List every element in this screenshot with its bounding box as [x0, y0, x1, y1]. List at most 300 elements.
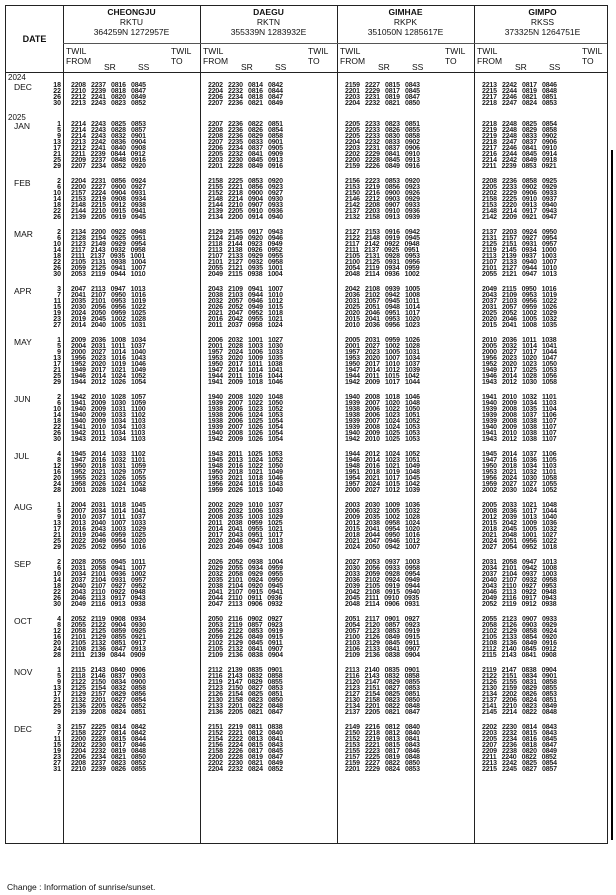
- day-number: 7: [57, 292, 61, 299]
- time-row: 2039 2105 0919 0944: [345, 583, 420, 590]
- time-row: 1947 2016 1032 1101: [71, 457, 146, 464]
- time-row: 2014 2040 1005 1031: [71, 322, 146, 329]
- time-row: 2008 2036 1017 1044: [482, 508, 557, 515]
- time-row: 2208 2236 0829 0858: [208, 133, 283, 140]
- time-row: 1942 2010 1028 1057: [71, 394, 146, 401]
- time-row: 2210 2239 0826 0855: [71, 766, 146, 773]
- time-row: 1943 2011 1025 1053: [208, 451, 283, 458]
- time-row: 2118 2146 0837 0903: [71, 673, 146, 680]
- time-row: 2134 2200 0922 0948: [71, 229, 146, 236]
- time-row: 2126 2154 0825 0851: [208, 691, 283, 698]
- time-row: 2015 2042 1009 1036: [482, 520, 557, 527]
- time-row: 2101 2127 0932 0958: [208, 259, 283, 266]
- time-row: 2134 2201 0822 0848: [345, 703, 420, 710]
- to-word: TO: [445, 56, 457, 66]
- time-row: 2005 2032 1014 1041: [482, 343, 557, 350]
- day-number: 1: [57, 121, 61, 128]
- time-row: 2122 2150 0834 0900: [71, 679, 146, 686]
- time-row: 2153 2220 0913 0940: [482, 202, 557, 209]
- time-row: 1938 2006 1024 1053: [208, 412, 283, 419]
- time-row: 1959 2027 1027 1055: [482, 481, 557, 488]
- time-row: 2152 2219 0813 0841: [345, 736, 420, 743]
- station-times: [345, 452, 420, 494]
- time-row: 1957 2024 1015 1042: [345, 481, 420, 488]
- time-row: 2113 2140 0835 0901: [345, 667, 420, 674]
- station-times: [482, 503, 557, 551]
- time-row: 2201 2228 0849 0916: [208, 163, 283, 170]
- day-number: 30: [53, 601, 61, 608]
- time-row: 2045 2111 0910 0935: [345, 595, 420, 602]
- time-row: 2043 2110 0927 0953: [482, 583, 557, 590]
- station-times: [482, 338, 557, 386]
- time-row: 2101 2127 0944 1010: [482, 265, 557, 272]
- station-times: [208, 560, 283, 608]
- day-number: 19: [53, 748, 61, 755]
- time-row: 2208 2236 0858 0925: [482, 178, 557, 185]
- station-times: [71, 617, 146, 659]
- time-row: 2105 2131 0938 1004: [71, 259, 146, 266]
- time-row: 2105 2131 0928 0953: [345, 253, 420, 260]
- station-times: [71, 83, 146, 107]
- day-number: 10: [53, 406, 61, 413]
- time-row: 1947 2016 1036 1105: [482, 457, 557, 464]
- day-number: 1: [57, 667, 61, 674]
- time-row: 2009 2036 1008 1034: [71, 337, 146, 344]
- day-number: 14: [53, 412, 61, 419]
- time-row: 2048 2114 0906 0931: [345, 601, 420, 608]
- time-row: 2051 2117 0901 0927: [345, 616, 420, 623]
- station-times: [208, 503, 283, 551]
- time-row: 2034 2101 0942 1008: [482, 565, 557, 572]
- day-number: 15: [53, 304, 61, 311]
- time-row: 2157 2224 0904 0931: [71, 190, 146, 197]
- time-row: 2100 2126 0849 0915: [345, 634, 420, 641]
- time-row: 2127 2153 0916 0942: [345, 229, 420, 236]
- time-row: 1946 2014 1024 1052: [71, 373, 146, 380]
- time-row: 2205 2233 0902 0929: [482, 184, 557, 191]
- time-row: 2054 2119 0934 0959: [345, 265, 420, 272]
- day-number: 2: [57, 559, 61, 566]
- station-times: [345, 668, 420, 716]
- time-row: 1944 2012 1026 1054: [71, 379, 146, 386]
- time-row: 1944 2011 1015 1042: [345, 373, 420, 380]
- time-row: 2101 2129 0855 0921: [71, 634, 146, 641]
- time-row: 1956 2023 1020 1047: [482, 355, 557, 362]
- day-number: 26: [53, 265, 61, 272]
- day-number: 23: [53, 316, 61, 323]
- time-row: 2131 2157 0927 0954: [482, 235, 557, 242]
- time-row: 2205 2232 0841 0909: [208, 151, 283, 158]
- time-row: 2134 2202 0826 0853: [482, 691, 557, 698]
- time-row: 2212 2241 0840 0908: [71, 145, 146, 152]
- time-row: 2106 2133 0841 0907: [345, 646, 420, 653]
- time-row: 2125 2151 0931 0957: [482, 241, 557, 248]
- time-row: 2015 2041 1008 1035: [482, 322, 557, 329]
- station-times: [71, 668, 146, 716]
- station-times: [345, 338, 420, 386]
- time-row: 2102 2129 0845 0911: [208, 640, 283, 647]
- month-label: FEB: [14, 178, 31, 188]
- time-row: 2130 2158 0823 0850: [345, 697, 420, 704]
- time-row: 1951 2018 1019 1048: [345, 469, 420, 476]
- day-number: 14: [53, 196, 61, 203]
- day-number: 5: [57, 127, 61, 134]
- time-row: 1952 2020 1019 1046: [71, 361, 146, 368]
- day-number: 21: [53, 151, 61, 158]
- day-number: 6: [57, 184, 61, 191]
- station-subheaders: [200, 6, 337, 72]
- time-row: 2130 2158 0823 0850: [208, 697, 283, 704]
- time-row: 1939 2008 1024 1053: [345, 424, 420, 431]
- column-divider: [200, 6, 201, 843]
- time-row: 2024 2050 0959 1025: [71, 310, 146, 317]
- twil-to-label: [171, 46, 191, 66]
- time-row: 2212 2241 0820 0849: [71, 94, 146, 101]
- time-row: 2206 2234 0837 0905: [208, 145, 283, 152]
- day-numbers: [49, 560, 61, 608]
- time-row: 2137 2203 0910 0936: [345, 208, 420, 215]
- time-row: 2107 2133 0929 0955: [208, 253, 283, 260]
- time-row: 2044 2110 0911 0936: [208, 595, 283, 602]
- time-row: 2108 2136 0849 0916: [482, 640, 557, 647]
- time-row: 2202 2229 0841 0910: [345, 151, 420, 158]
- time-row: 2211 2239 0844 0912: [71, 151, 146, 158]
- time-row: 2053 2119 0944 1010: [71, 271, 146, 278]
- time-row: 2103 2129 0845 0911: [345, 640, 420, 647]
- time-row: 2213 2242 0825 0854: [482, 760, 557, 767]
- time-row: 2005 2031 0959 1026: [345, 337, 420, 344]
- time-row: 2029 2055 0934 0959: [208, 565, 283, 572]
- time-row: 2213 2243 0823 0852: [71, 100, 146, 107]
- day-number: 11: [53, 298, 61, 305]
- day-number: 6: [57, 400, 61, 407]
- station-icao: RKTU: [119, 17, 144, 27]
- day-number: 18: [53, 418, 61, 425]
- day-number: 9: [57, 514, 61, 521]
- station-icao: RKPK: [393, 17, 418, 27]
- station-times: [208, 725, 283, 773]
- time-row: 1958 2026 1024 1052: [71, 481, 146, 488]
- from-word: FROM: [477, 56, 503, 66]
- time-row: 2037 2104 0931 0957: [71, 577, 146, 584]
- time-row: 2156 2224 0815 0843: [208, 742, 283, 749]
- time-row: 2217 2246 0841 0910: [482, 145, 557, 152]
- time-row: 1939 2007 1026 1054: [208, 424, 283, 431]
- station-times: [345, 617, 420, 659]
- month-label: JUL: [14, 451, 30, 461]
- time-row: 2025 2052 0950 1016: [71, 544, 146, 551]
- time-row: 2207 2236 0822 0851: [208, 121, 283, 128]
- station-times: [71, 560, 146, 608]
- station-times: [208, 338, 283, 386]
- time-row: 1950 2017 1011 1038: [208, 361, 283, 368]
- time-row: 2105 2132 0841 0907: [208, 646, 283, 653]
- time-row: 1940 2009 1025 1053: [345, 430, 420, 437]
- time-row: 2026 2052 0938 1004: [208, 559, 283, 566]
- day-number: 23: [53, 754, 61, 761]
- time-row: 2031 2058 0947 1013: [482, 559, 557, 566]
- time-row: 1938 2006 1022 1050: [345, 406, 420, 413]
- time-row: 2059 2125 0941 1007: [71, 265, 146, 272]
- time-row: 1945 2014 1033 1102: [71, 451, 146, 458]
- time-row: 2102 2129 0858 0924: [482, 628, 557, 635]
- time-row: 1959 2026 1013 1040: [208, 487, 283, 494]
- time-row: 2202 2230 0817 0846: [71, 742, 146, 749]
- time-row: 2055 2122 0904 0930: [71, 622, 146, 629]
- time-row: 2214 2243 0832 0901: [71, 133, 146, 140]
- day-number: 2: [57, 394, 61, 401]
- station-times: [482, 560, 557, 608]
- day-number: 30: [53, 100, 61, 107]
- from-word: FROM: [203, 56, 229, 66]
- time-row: 1957 2023 1005 1031: [345, 349, 420, 356]
- time-row: 2024 2050 0942 1007: [345, 544, 420, 551]
- time-row: 1954 2021 1017 1045: [345, 475, 420, 482]
- time-row: 2115 2143 0841 0908: [482, 652, 557, 659]
- time-row: 2019 2046 0959 1025: [71, 532, 146, 539]
- time-row: 2126 2155 0831 0858: [482, 679, 557, 686]
- time-row: 2213 2242 0817 0846: [482, 82, 557, 89]
- twil-word: TWIL: [477, 46, 498, 56]
- time-row: 2042 2108 0939 1005: [345, 286, 420, 293]
- day-number: 13: [53, 520, 61, 527]
- time-row: 2043 2110 0922 0948: [71, 589, 146, 596]
- time-row: 1939 2007 1022 1050: [208, 400, 283, 407]
- time-row: 2111 2139 0844 0909: [71, 652, 146, 659]
- day-number: 26: [53, 430, 61, 437]
- to-word: TO: [582, 56, 594, 66]
- station-times: [71, 122, 146, 170]
- time-row: 2030 2056 0956 1022: [71, 304, 146, 311]
- day-number: 14: [53, 247, 61, 254]
- time-row: 2148 2214 0917 0943: [482, 208, 557, 215]
- time-row: 2129 2157 0829 0856: [71, 691, 146, 698]
- time-row: 2202 2230 0814 0842: [208, 82, 283, 89]
- time-row: 2100 2125 0931 0956: [345, 259, 420, 266]
- time-row: 2057 2123 0853 0919: [345, 628, 420, 635]
- day-number: 31: [53, 766, 61, 773]
- month-label: MAR: [14, 229, 33, 239]
- time-row: 2003 2030 1009 1036: [345, 502, 420, 509]
- time-row: 2120 2147 0829 0855: [345, 679, 420, 686]
- time-row: 1938 2006 1023 1051: [345, 412, 420, 419]
- day-numbers: [49, 230, 61, 278]
- station-times: [71, 179, 146, 221]
- day-number: 18: [53, 583, 61, 590]
- time-row: 2153 2219 0908 0934: [71, 196, 146, 203]
- day-number: 30: [53, 271, 61, 278]
- time-row: 2134 2200 0914 0940: [208, 214, 283, 221]
- time-row: 2005 2032 1006 1033: [208, 508, 283, 515]
- time-row: 2001 2027 1002 1028: [345, 343, 420, 350]
- twil-word: TWIL: [582, 46, 603, 56]
- time-row: 2204 2231 0856 0924: [71, 178, 146, 185]
- time-row: 2159 2227 0822 0850: [345, 760, 420, 767]
- station-subheaders: [337, 6, 474, 72]
- time-row: 2158 2225 0910 0937: [482, 196, 557, 203]
- station-times: [482, 668, 557, 716]
- sunrise-label: SR: [241, 62, 253, 72]
- station-times: [71, 230, 146, 278]
- time-row: 2011 2037 0958 1024: [208, 322, 283, 329]
- time-row: 1940 2009 1034 1103: [482, 400, 557, 407]
- time-row: 2014 2041 0955 1021: [208, 526, 283, 533]
- time-row: 2026 2052 0949 1015: [208, 304, 283, 311]
- sunrise-label: SR: [515, 62, 527, 72]
- month-label: DEC: [14, 82, 32, 92]
- time-row: 1939 2008 1035 1104: [482, 406, 557, 413]
- time-row: 2030 2056 0933 0958: [345, 565, 420, 572]
- time-row: 1942 2009 1026 1054: [208, 436, 283, 443]
- station-times: [482, 122, 557, 170]
- day-numbers: [49, 338, 61, 386]
- time-row: 2210 2239 0818 0847: [71, 88, 146, 95]
- time-row: 2002 2029 1010 1037: [208, 502, 283, 509]
- day-number: 10: [53, 571, 61, 578]
- time-row: 2041 2107 0915 0941: [208, 589, 283, 596]
- station-times: [482, 287, 557, 329]
- time-row: 2200 2227 0900 0927: [71, 184, 146, 191]
- day-number: 22: [53, 208, 61, 215]
- month-label: DEC: [14, 724, 32, 734]
- station-coords: 355339N 1283932E: [230, 27, 307, 37]
- day-number: 27: [53, 760, 61, 767]
- day-number: 29: [53, 544, 61, 551]
- time-row: 2028 2055 0945 1011: [71, 559, 146, 566]
- station-icao: RKSS: [530, 17, 555, 27]
- twil-word: TWIL: [340, 46, 361, 56]
- station-times: [345, 179, 420, 221]
- day-number: 27: [53, 322, 61, 329]
- station-times: [71, 287, 146, 329]
- time-row: 1940 2008 1026 1054: [208, 430, 283, 437]
- time-row: 2158 2225 0853 0920: [208, 178, 283, 185]
- time-row: 1953 2020 1007 1034: [345, 355, 420, 362]
- day-number: 24: [53, 481, 61, 488]
- time-row: 1943 2012 1038 1107: [482, 436, 557, 443]
- twil-word: TWIL: [203, 46, 224, 56]
- station-subheaders: [474, 6, 611, 72]
- time-row: 2206 2234 0818 0847: [208, 94, 283, 101]
- month-label: OCT: [14, 616, 32, 626]
- time-row: 1939 2007 1024 1052: [345, 418, 420, 425]
- time-row: 1940 2009 1031 1100: [71, 406, 146, 413]
- time-row: 2027 2053 0937 1003: [345, 559, 420, 566]
- time-row: 2208 2237 0823 0852: [71, 760, 146, 767]
- time-row: 2049 2116 0913 0938: [71, 601, 146, 608]
- time-row: 1943 2012 1034 1103: [71, 436, 146, 443]
- time-row: 2137 2203 0924 0950: [482, 229, 557, 236]
- station-times: [482, 452, 557, 494]
- day-numbers: [49, 503, 61, 551]
- time-row: 2116 2143 0832 0858: [208, 673, 283, 680]
- time-row: 2137 2206 0824 0851: [482, 697, 557, 704]
- time-row: 2112 2139 0835 0901: [208, 667, 283, 674]
- time-row: 2207 2235 0833 0901: [208, 139, 283, 146]
- day-number: 16: [53, 634, 61, 641]
- time-row: 2157 2225 0819 0848: [345, 754, 420, 761]
- time-row: 2036 2102 0942 1008: [345, 292, 420, 299]
- day-number: 12: [53, 463, 61, 470]
- day-number: 26: [53, 595, 61, 602]
- station-times: [71, 725, 146, 773]
- day-number: 17: [53, 691, 61, 698]
- time-row: 2043 2109 0953 1019: [482, 292, 557, 299]
- day-number: 17: [53, 526, 61, 533]
- time-row: 2202 2230 0814 0843: [482, 724, 557, 731]
- day-number: 12: [53, 628, 61, 635]
- station-times: [482, 725, 557, 773]
- time-row: 2137 2205 0821 0847: [345, 709, 420, 716]
- time-row: 2130 2159 0829 0855: [482, 685, 557, 692]
- time-row: 2214 2243 0828 0857: [71, 127, 146, 134]
- time-row: 2020 2046 1005 1032: [482, 316, 557, 323]
- to-word: TO: [171, 56, 183, 66]
- time-row: 1956 2024 1016 1043: [208, 481, 283, 488]
- time-row: 2207 2234 0852 0920: [71, 163, 146, 170]
- station-icao: RKTN: [256, 17, 281, 27]
- day-number: 13: [53, 685, 61, 692]
- time-row: 2059 2126 0849 0915: [208, 634, 283, 641]
- month-label: MAY: [14, 337, 32, 347]
- time-row: 2214 2243 0825 0853: [71, 121, 146, 128]
- time-row: 1952 2021 1029 1057: [71, 469, 146, 476]
- time-row: 2038 2103 0944 1010: [208, 292, 283, 299]
- time-row: 2139 2205 0910 0936: [208, 208, 283, 215]
- time-row: 2203 2232 0815 0843: [482, 730, 557, 737]
- time-row: 2032 2058 0929 0955: [208, 571, 283, 578]
- day-number: 30: [53, 436, 61, 443]
- day-number: 25: [53, 538, 61, 545]
- time-row: 2000 2027 1012 1039: [345, 487, 420, 494]
- day-number: 1: [57, 337, 61, 344]
- time-row: 2202 2230 0821 0849: [208, 760, 283, 767]
- time-row: 1953 2020 1009 1035: [208, 355, 283, 362]
- time-row: 2111 2137 0935 1001: [71, 253, 146, 260]
- station-times: [345, 122, 420, 170]
- day-number: 13: [53, 355, 61, 362]
- time-row: 2025 2051 0948 1014: [345, 304, 420, 311]
- time-row: 2049 2116 0917 0943: [482, 595, 557, 602]
- sunset-label: SS: [275, 62, 287, 72]
- day-number: 1: [57, 502, 61, 509]
- time-row: 1950 2018 1021 1049: [208, 469, 283, 476]
- time-row: 1939 2007 1020 1048: [345, 400, 420, 407]
- time-row: 2105 2133 0854 0920: [482, 634, 557, 641]
- time-row: 1947 2014 1012 1039: [345, 367, 420, 374]
- time-row: 2020 2046 0951 1017: [345, 310, 420, 317]
- time-row: 2133 2201 0822 0848: [208, 703, 283, 710]
- day-numbers: [49, 179, 61, 221]
- station-coords: 351050N 1285617E: [367, 27, 444, 37]
- time-row: 1940 2008 1018 1046: [345, 394, 420, 401]
- time-row: 2205 2233 0826 0855: [345, 127, 420, 134]
- time-row: 2006 2032 1005 1032: [345, 508, 420, 515]
- day-number: 14: [53, 577, 61, 584]
- time-row: 2105 2132 0851 0917: [71, 640, 146, 647]
- day-number: 18: [53, 253, 61, 260]
- header-bottom-rule: [6, 72, 607, 73]
- time-row: 2152 2221 0812 0840: [208, 730, 283, 737]
- station-times: [208, 230, 283, 278]
- month-label: JAN: [14, 121, 31, 131]
- twil-word: TWIL: [171, 46, 192, 56]
- time-row: 2021 2047 0946 1012: [345, 538, 420, 545]
- station-times: [71, 338, 146, 386]
- station-times: [71, 452, 146, 494]
- time-row: 1949 2017 1021 1049: [71, 367, 146, 374]
- time-row: 2107 2133 0940 1007: [482, 259, 557, 266]
